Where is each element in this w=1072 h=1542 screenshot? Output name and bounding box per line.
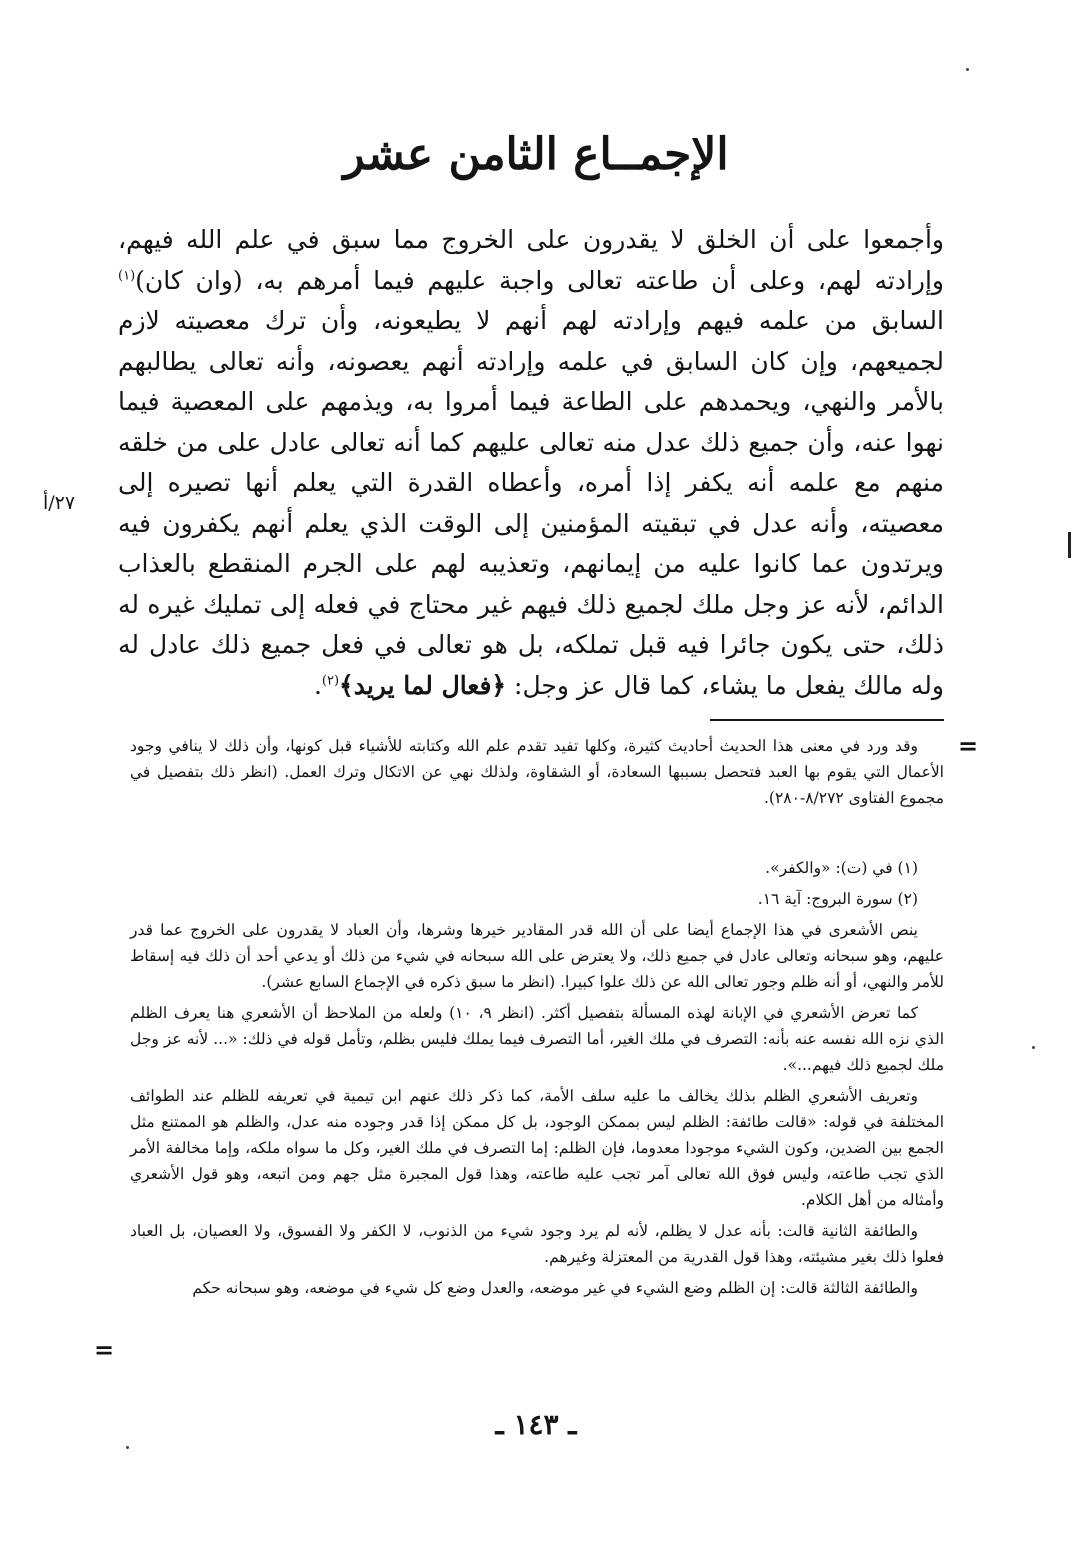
commentary-paragraph-5: والطائفة الثالثة قالت: إن الظلم وضع الشيء في غير موضعه، والعدل وضع كل شيء في موضعه، وهو سبحانه حكم xyxy=(192,1279,918,1297)
main-text-part-2: السابق من علمه فيهم وإرادته لهم أنهم لا يطيعونه، وأن ترك معصيته لازم لجميعهم، وإن كان السابق في علمه وإرادته أنهم يعصونه، وأنه تعالى يطالبهم بالأمر والنهي، ويحمدهم على الطاعة فيما أمروا به، ويذمهم على المعصية فيما نهوا عنه، وأن جميع ذلك عدل منه تعالى عليهم كما أنه تعالى عادل على من خلقه منهم مع علمه أنه يكفر إذا أمره، وأعطاه القدرة التي يعلم أنها تصيره إلى معصيته، وأنه عدل في تبقيته المؤمنين إلى الوقت الذي يعلم أنهم يكفرون فيه ويرتدون عما كانوا عليه من إيمانهم، وتعذيبه لهم على الجرم المنقطع بالعذاب الدائم، لأنه عز وجل ملك لجميع ذلك فيهم غير محتاج في فعله إلى تمليك غيره له ذلك، حتى يكون جائرا فيه قبل تملكه، بل هو تعالى في فعل جميع ذلك عادل له وله مالك يفعل ما يشاء، كما قال عز وجل: xyxy=(118,306,944,700)
page-title: الإجمــاع الثامن عشر xyxy=(343,129,729,180)
main-paragraph xyxy=(118,220,944,706)
commentary-paragraph-2: كما تعرض الأشعري في الإبانة لهذه المسألة بتفصيل أكثر. (انظر ٩، ١٠) ولعله من الملاحظ أن الأشعري هنا يعرف الظلم الذي نزه الله نفسه عنه بأنه: التصرف في ملك الغير، أما التصرف فيما يملك فليس بظلم، وتأمل قوله في ذلك: «... لأنه عز وجل ملك لجميع ذلك فيهم...». xyxy=(130,1004,944,1074)
footnote-continuation-text: وقد ورد في معنى هذا الحديث أحاديث كثيرة، وكلها تفيد تقدم علم الله وكتابته للأشياء قبل كونها، وأن ذلك لا ينافي وجود الأعمال التي يقوم بها العبد فتحصل بسببها السعادة، أو الشقاوة، ولذلك نهي عن الاتكال وترك العمل. (انظر ذلك بتفصيل في مجموع الفتاوى ٨/٢٧٢-٢٨٠). xyxy=(130,737,944,807)
scan-speck xyxy=(1032,1046,1035,1049)
commentary-paragraph-4: والطائفة الثانية قالت: بأنه عدل لا يظلم، لأنه لم يرد وجود شيء من الذنوب، لا الكفر ولا الفسوق، ولا العصيان، بل العباد فعلوا ذلك بغير مشيئته، وهذا قول القدرية من المعتزلة وغيرهم. xyxy=(130,1222,944,1266)
footnote-continuation xyxy=(130,733,944,816)
main-text xyxy=(118,220,944,706)
commentary-paragraph-1: ينص الأشعرى في هذا الإجماع أيضا على أن الله قدر المقادير خيرها وشرها، وأن العباد لا يقدرون على الخروج عما قدر عليهم، وهو سبحانه وتعالى عادل في جميع ذلك، ولا يعترض على الله سبحانه في شيء من ذلك أو يدعي أحد أن ذلك فيه إسقاط للأمر والنهي، أو أنه ظلم وجور تعالى الله عن ذلك علوا كبيرا. (انظر ما سبق ذكره في الإجماع السابع عشر). xyxy=(130,921,944,991)
main-text-end: . xyxy=(313,670,322,700)
footnote-ref-1: (١) xyxy=(118,268,136,284)
continuation-mark-top: = xyxy=(958,731,979,760)
footnote-1: (١) في (ت): «والكفر». xyxy=(765,859,918,877)
scan-speck xyxy=(126,1446,129,1449)
footnotes xyxy=(130,855,944,1306)
margin-folio-note: ٢٧/أ xyxy=(42,492,76,514)
scan-speck xyxy=(966,68,969,71)
footnote-2: (٢) سورة البروج: آية ١٦. xyxy=(757,890,918,908)
footnote-separator xyxy=(710,719,944,721)
page-number: ـ ١٤٣ ـ xyxy=(495,1408,577,1441)
main-text-part-1: وأجمعوا على أن الخلق لا يقدرون على الخروج مما سبق في علم الله فيهم، وإرادته لهم، وعلى أن طاعته تعالى واجبة عليهم فيما أمرهم به، (وان كان) xyxy=(118,225,944,295)
footnote-ref-2: (٢) xyxy=(321,673,340,689)
commentary-paragraph-3: وتعريف الأشعري الظلم بذلك يخالف ما عليه سلف الأمة، كما ذكر ذلك عنهم ابن تيمية في تعريفه للظلم عند الطوائف المختلفة في قوله: «قالت طائفة: الظلم ليس بممكن الوجود، بل كل ممكن إذا قدر وجوده منه عدل، والظلم هو الممتنع مثل الجمع بين الضدين، وكون الشيء موجودا معدوما، فإن الظلم: إما التصرف في ملك الغير، وكل ما سواه ملكه، وإما مخالفة الأمر الذي تجب طاعته، وليس فوق الله تعالى آمر تجب عليه طاعته، وهذا قول المجبرة مثل جهم ومن اتبعه، وهو قول الأشعري وأمثاله من أهل الكلام. xyxy=(130,1087,944,1209)
quran-quote: ﴿فعال لما يريد﴾ xyxy=(339,670,507,700)
continuation-mark-bottom: = xyxy=(94,1335,115,1364)
scan-edge-mark xyxy=(1068,532,1071,558)
